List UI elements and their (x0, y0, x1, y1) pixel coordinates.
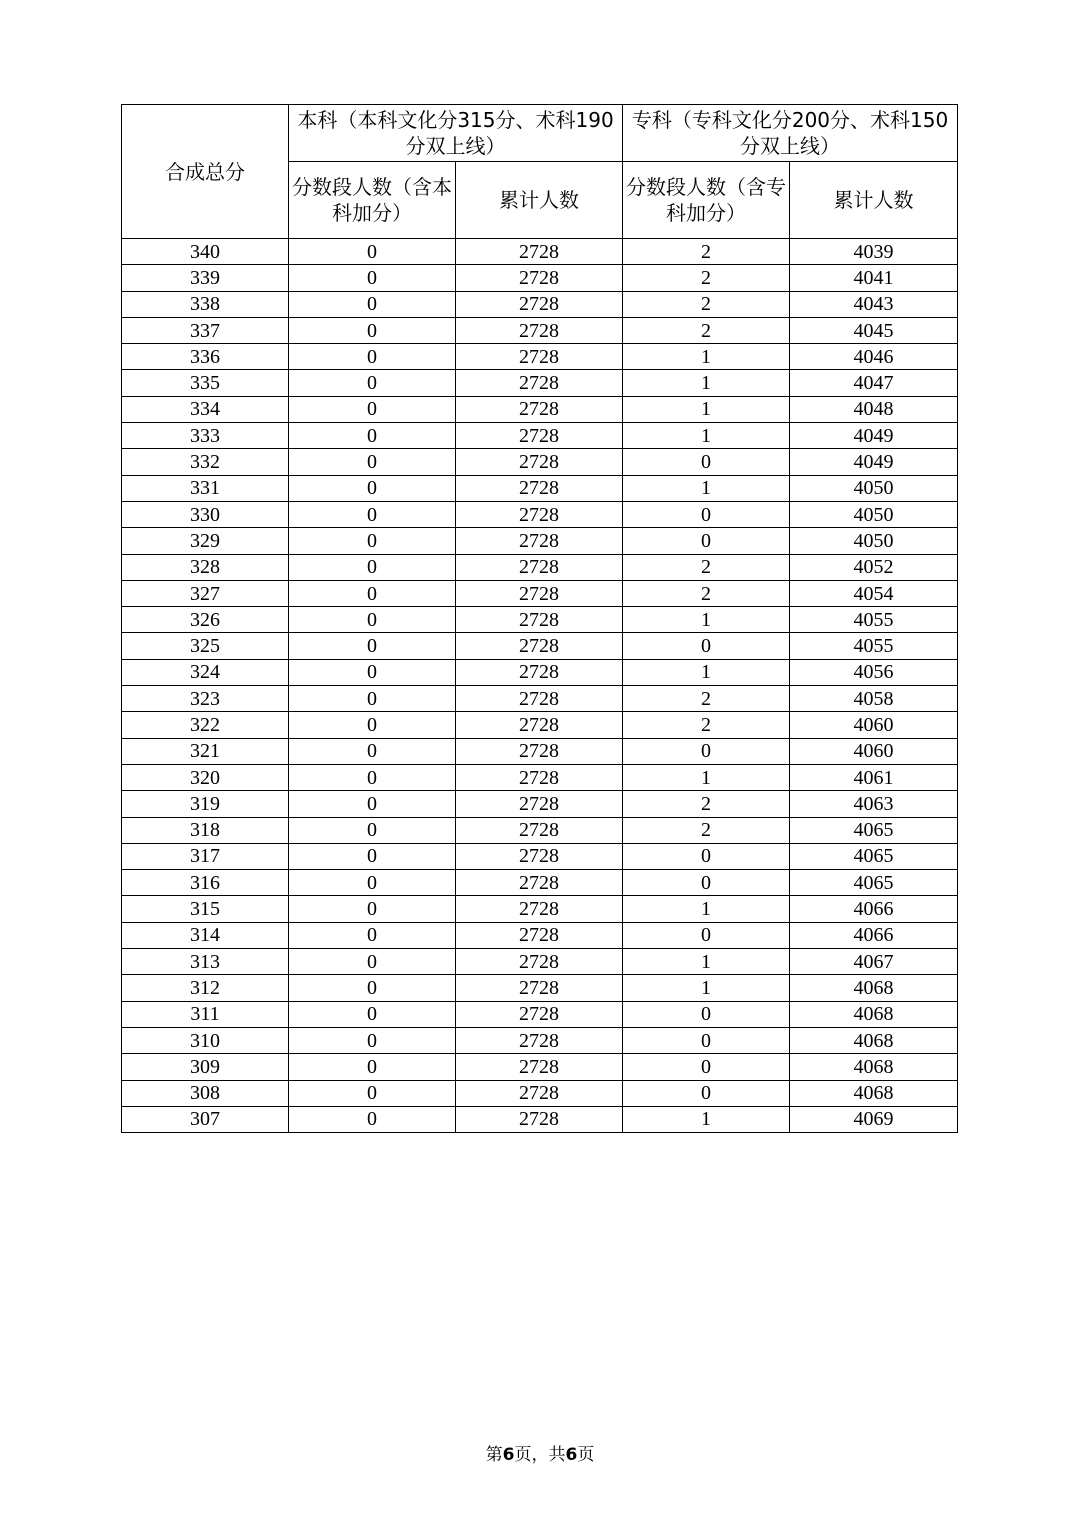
cell-total-score: 340 (122, 239, 289, 265)
cell-benke-count: 0 (289, 370, 456, 396)
table-row (122, 817, 958, 843)
cell-zhuanke-cumulative: 4065 (790, 817, 958, 843)
cell-total-score: 329 (122, 528, 289, 554)
table-row (122, 738, 958, 764)
cell-total-score: 321 (122, 738, 289, 764)
cell-benke-cumulative: 2728 (456, 843, 623, 869)
cell-benke-cumulative: 2728 (456, 265, 623, 291)
cell-benke-cumulative: 2728 (456, 817, 623, 843)
cell-benke-cumulative: 2728 (456, 686, 623, 712)
table-row (122, 449, 958, 475)
cell-benke-count: 0 (289, 738, 456, 764)
table-row (122, 265, 958, 291)
table-row (122, 975, 958, 1001)
cell-benke-cumulative: 2728 (456, 712, 623, 738)
table-row (122, 870, 958, 896)
cell-benke-cumulative: 2728 (456, 659, 623, 685)
cell-total-score: 311 (122, 1001, 289, 1027)
table-row (122, 1106, 958, 1132)
cell-benke-cumulative: 2728 (456, 370, 623, 396)
cell-benke-count: 0 (289, 554, 456, 580)
cell-benke-count: 0 (289, 607, 456, 633)
cell-zhuanke-cumulative: 4047 (790, 370, 958, 396)
table-row (122, 659, 958, 685)
cell-zhuanke-cumulative: 4052 (790, 554, 958, 580)
cell-zhuanke-cumulative: 4055 (790, 633, 958, 659)
header-benke-group: 本科（本科文化分315分、术科190分双上线） (289, 105, 623, 162)
table-row (122, 764, 958, 790)
cell-benke-count: 0 (289, 396, 456, 422)
cell-benke-cumulative: 2728 (456, 396, 623, 422)
footer-page-number: 6 (502, 1445, 515, 1465)
cell-total-score: 314 (122, 922, 289, 948)
table-row (122, 791, 958, 817)
cell-benke-count: 0 (289, 975, 456, 1001)
cell-zhuanke-cumulative: 4045 (790, 317, 958, 343)
table-row (122, 370, 958, 396)
table-row (122, 896, 958, 922)
cell-zhuanke-cumulative: 4058 (790, 686, 958, 712)
table-row (122, 686, 958, 712)
cell-total-score: 324 (122, 659, 289, 685)
cell-benke-count: 0 (289, 528, 456, 554)
cell-benke-count: 0 (289, 1080, 456, 1106)
cell-zhuanke-cumulative: 4049 (790, 449, 958, 475)
cell-total-score: 325 (122, 633, 289, 659)
table-row (122, 239, 958, 265)
cell-zhuanke-cumulative: 4067 (790, 949, 958, 975)
header-zhuanke-cumulative: 累计人数 (790, 162, 958, 239)
cell-zhuanke-cumulative: 4068 (790, 975, 958, 1001)
header-benke-cumulative: 累计人数 (456, 162, 623, 239)
cell-total-score: 330 (122, 501, 289, 527)
cell-total-score: 319 (122, 791, 289, 817)
cell-total-score: 337 (122, 317, 289, 343)
cell-zhuanke-count: 1 (623, 975, 790, 1001)
cell-zhuanke-cumulative: 4050 (790, 475, 958, 501)
table-row (122, 1080, 958, 1106)
cell-zhuanke-cumulative: 4060 (790, 712, 958, 738)
cell-zhuanke-cumulative: 4068 (790, 1054, 958, 1080)
cell-zhuanke-cumulative: 4056 (790, 659, 958, 685)
cell-zhuanke-count: 1 (623, 370, 790, 396)
cell-zhuanke-cumulative: 4069 (790, 1106, 958, 1132)
header-zhuanke-group: 专科（专科文化分200分、术科150分双上线） (623, 105, 958, 162)
cell-zhuanke-count: 2 (623, 317, 790, 343)
cell-zhuanke-count: 0 (623, 1027, 790, 1053)
cell-zhuanke-cumulative: 4065 (790, 870, 958, 896)
table-row (122, 949, 958, 975)
cell-benke-count: 0 (289, 896, 456, 922)
cell-total-score: 323 (122, 686, 289, 712)
cell-zhuanke-cumulative: 4048 (790, 396, 958, 422)
table-row (122, 580, 958, 606)
cell-benke-cumulative: 2728 (456, 449, 623, 475)
cell-zhuanke-count: 2 (623, 712, 790, 738)
cell-total-score: 332 (122, 449, 289, 475)
cell-benke-cumulative: 2728 (456, 764, 623, 790)
cell-zhuanke-cumulative: 4050 (790, 501, 958, 527)
cell-total-score: 333 (122, 423, 289, 449)
cell-zhuanke-count: 0 (623, 922, 790, 948)
cell-benke-count: 0 (289, 501, 456, 527)
cell-zhuanke-count: 2 (623, 554, 790, 580)
cell-zhuanke-count: 1 (623, 659, 790, 685)
cell-benke-cumulative: 2728 (456, 633, 623, 659)
page-footer (0, 1440, 1080, 1465)
cell-zhuanke-count: 1 (623, 949, 790, 975)
cell-zhuanke-count: 2 (623, 265, 790, 291)
cell-total-score: 312 (122, 975, 289, 1001)
cell-total-score: 308 (122, 1080, 289, 1106)
cell-benke-cumulative: 2728 (456, 239, 623, 265)
cell-benke-cumulative: 2728 (456, 317, 623, 343)
cell-zhuanke-cumulative: 4055 (790, 607, 958, 633)
cell-total-score: 326 (122, 607, 289, 633)
table-row (122, 554, 958, 580)
cell-benke-count: 0 (289, 1027, 456, 1053)
cell-benke-count: 0 (289, 291, 456, 317)
cell-benke-cumulative: 2728 (456, 975, 623, 1001)
cell-zhuanke-count: 1 (623, 344, 790, 370)
cell-total-score: 316 (122, 870, 289, 896)
footer-total-pages: 6 (565, 1445, 578, 1465)
table-row (122, 1027, 958, 1053)
cell-benke-cumulative: 2728 (456, 1027, 623, 1053)
cell-benke-cumulative: 2728 (456, 870, 623, 896)
cell-benke-count: 0 (289, 817, 456, 843)
cell-benke-count: 0 (289, 1106, 456, 1132)
cell-zhuanke-count: 0 (623, 449, 790, 475)
table-row (122, 396, 958, 422)
cell-benke-cumulative: 2728 (456, 501, 623, 527)
table-row (122, 475, 958, 501)
score-distribution-table (121, 104, 958, 1133)
cell-zhuanke-count: 0 (623, 738, 790, 764)
table-row (122, 344, 958, 370)
cell-total-score: 318 (122, 817, 289, 843)
cell-zhuanke-cumulative: 4054 (790, 580, 958, 606)
cell-total-score: 309 (122, 1054, 289, 1080)
cell-total-score: 320 (122, 764, 289, 790)
cell-zhuanke-count: 0 (623, 633, 790, 659)
cell-zhuanke-cumulative: 4068 (790, 1027, 958, 1053)
cell-benke-cumulative: 2728 (456, 580, 623, 606)
cell-zhuanke-count: 1 (623, 607, 790, 633)
cell-benke-count: 0 (289, 949, 456, 975)
cell-benke-count: 0 (289, 239, 456, 265)
cell-total-score: 328 (122, 554, 289, 580)
table-row (122, 843, 958, 869)
cell-total-score: 322 (122, 712, 289, 738)
cell-benke-count: 0 (289, 423, 456, 449)
header-total-score: 合成总分 (122, 105, 289, 239)
cell-zhuanke-count: 1 (623, 896, 790, 922)
table-row (122, 633, 958, 659)
table-row (122, 528, 958, 554)
cell-zhuanke-cumulative: 4066 (790, 922, 958, 948)
table-row (122, 317, 958, 343)
cell-zhuanke-count: 1 (623, 423, 790, 449)
cell-zhuanke-count: 0 (623, 528, 790, 554)
cell-benke-cumulative: 2728 (456, 423, 623, 449)
cell-zhuanke-count: 0 (623, 1080, 790, 1106)
cell-zhuanke-cumulative: 4063 (790, 791, 958, 817)
cell-total-score: 335 (122, 370, 289, 396)
cell-zhuanke-count: 0 (623, 1054, 790, 1080)
cell-zhuanke-cumulative: 4065 (790, 843, 958, 869)
cell-total-score: 327 (122, 580, 289, 606)
cell-zhuanke-count: 2 (623, 239, 790, 265)
cell-zhuanke-count: 1 (623, 396, 790, 422)
cell-benke-count: 0 (289, 870, 456, 896)
cell-zhuanke-cumulative: 4068 (790, 1080, 958, 1106)
cell-zhuanke-count: 0 (623, 870, 790, 896)
table-row (122, 1054, 958, 1080)
cell-benke-cumulative: 2728 (456, 1080, 623, 1106)
table-row (122, 712, 958, 738)
cell-benke-cumulative: 2728 (456, 1054, 623, 1080)
table-row (122, 423, 958, 449)
cell-benke-count: 0 (289, 1001, 456, 1027)
table-row (122, 1001, 958, 1027)
cell-zhuanke-count: 2 (623, 291, 790, 317)
header-zhuanke-count: 分数段人数（含专科加分） (623, 162, 790, 239)
cell-benke-count: 0 (289, 1054, 456, 1080)
cell-zhuanke-count: 1 (623, 764, 790, 790)
table-row (122, 922, 958, 948)
footer-middle: 页，共 (514, 1445, 566, 1465)
cell-benke-cumulative: 2728 (456, 607, 623, 633)
cell-zhuanke-cumulative: 4066 (790, 896, 958, 922)
footer-prefix: 第 (485, 1445, 503, 1465)
table-body (122, 239, 958, 1133)
cell-zhuanke-count: 1 (623, 1106, 790, 1132)
cell-benke-cumulative: 2728 (456, 896, 623, 922)
footer-suffix: 页 (577, 1445, 595, 1465)
table-row (122, 607, 958, 633)
cell-benke-cumulative: 2728 (456, 922, 623, 948)
cell-zhuanke-cumulative: 4046 (790, 344, 958, 370)
cell-benke-count: 0 (289, 791, 456, 817)
cell-benke-cumulative: 2728 (456, 528, 623, 554)
cell-zhuanke-cumulative: 4041 (790, 265, 958, 291)
cell-zhuanke-cumulative: 4061 (790, 764, 958, 790)
cell-zhuanke-cumulative: 4049 (790, 423, 958, 449)
cell-benke-count: 0 (289, 317, 456, 343)
cell-benke-count: 0 (289, 449, 456, 475)
cell-benke-cumulative: 2728 (456, 554, 623, 580)
cell-zhuanke-cumulative: 4043 (790, 291, 958, 317)
cell-total-score: 336 (122, 344, 289, 370)
cell-zhuanke-cumulative: 4060 (790, 738, 958, 764)
table-row (122, 501, 958, 527)
cell-benke-count: 0 (289, 712, 456, 738)
cell-benke-count: 0 (289, 344, 456, 370)
cell-zhuanke-cumulative: 4039 (790, 239, 958, 265)
cell-benke-cumulative: 2728 (456, 344, 623, 370)
cell-total-score: 315 (122, 896, 289, 922)
cell-benke-count: 0 (289, 265, 456, 291)
cell-total-score: 339 (122, 265, 289, 291)
cell-benke-cumulative: 2728 (456, 291, 623, 317)
cell-benke-cumulative: 2728 (456, 738, 623, 764)
cell-benke-cumulative: 2728 (456, 1001, 623, 1027)
cell-total-score: 307 (122, 1106, 289, 1132)
cell-zhuanke-count: 2 (623, 580, 790, 606)
cell-benke-count: 0 (289, 659, 456, 685)
cell-benke-cumulative: 2728 (456, 1106, 623, 1132)
cell-benke-count: 0 (289, 633, 456, 659)
cell-benke-count: 0 (289, 475, 456, 501)
header-benke-count: 分数段人数（含本科加分） (289, 162, 456, 239)
cell-benke-count: 0 (289, 922, 456, 948)
cell-zhuanke-count: 2 (623, 791, 790, 817)
cell-zhuanke-count: 0 (623, 501, 790, 527)
table-row (122, 291, 958, 317)
cell-zhuanke-count: 1 (623, 475, 790, 501)
cell-benke-count: 0 (289, 843, 456, 869)
cell-zhuanke-count: 2 (623, 817, 790, 843)
cell-total-score: 334 (122, 396, 289, 422)
cell-zhuanke-cumulative: 4068 (790, 1001, 958, 1027)
cell-zhuanke-count: 0 (623, 843, 790, 869)
cell-total-score: 331 (122, 475, 289, 501)
cell-total-score: 317 (122, 843, 289, 869)
cell-benke-count: 0 (289, 686, 456, 712)
cell-zhuanke-count: 0 (623, 1001, 790, 1027)
cell-benke-cumulative: 2728 (456, 475, 623, 501)
cell-benke-cumulative: 2728 (456, 949, 623, 975)
cell-total-score: 310 (122, 1027, 289, 1053)
cell-zhuanke-cumulative: 4050 (790, 528, 958, 554)
cell-benke-count: 0 (289, 764, 456, 790)
cell-total-score: 313 (122, 949, 289, 975)
cell-total-score: 338 (122, 291, 289, 317)
cell-benke-count: 0 (289, 580, 456, 606)
cell-zhuanke-count: 2 (623, 686, 790, 712)
cell-benke-cumulative: 2728 (456, 791, 623, 817)
